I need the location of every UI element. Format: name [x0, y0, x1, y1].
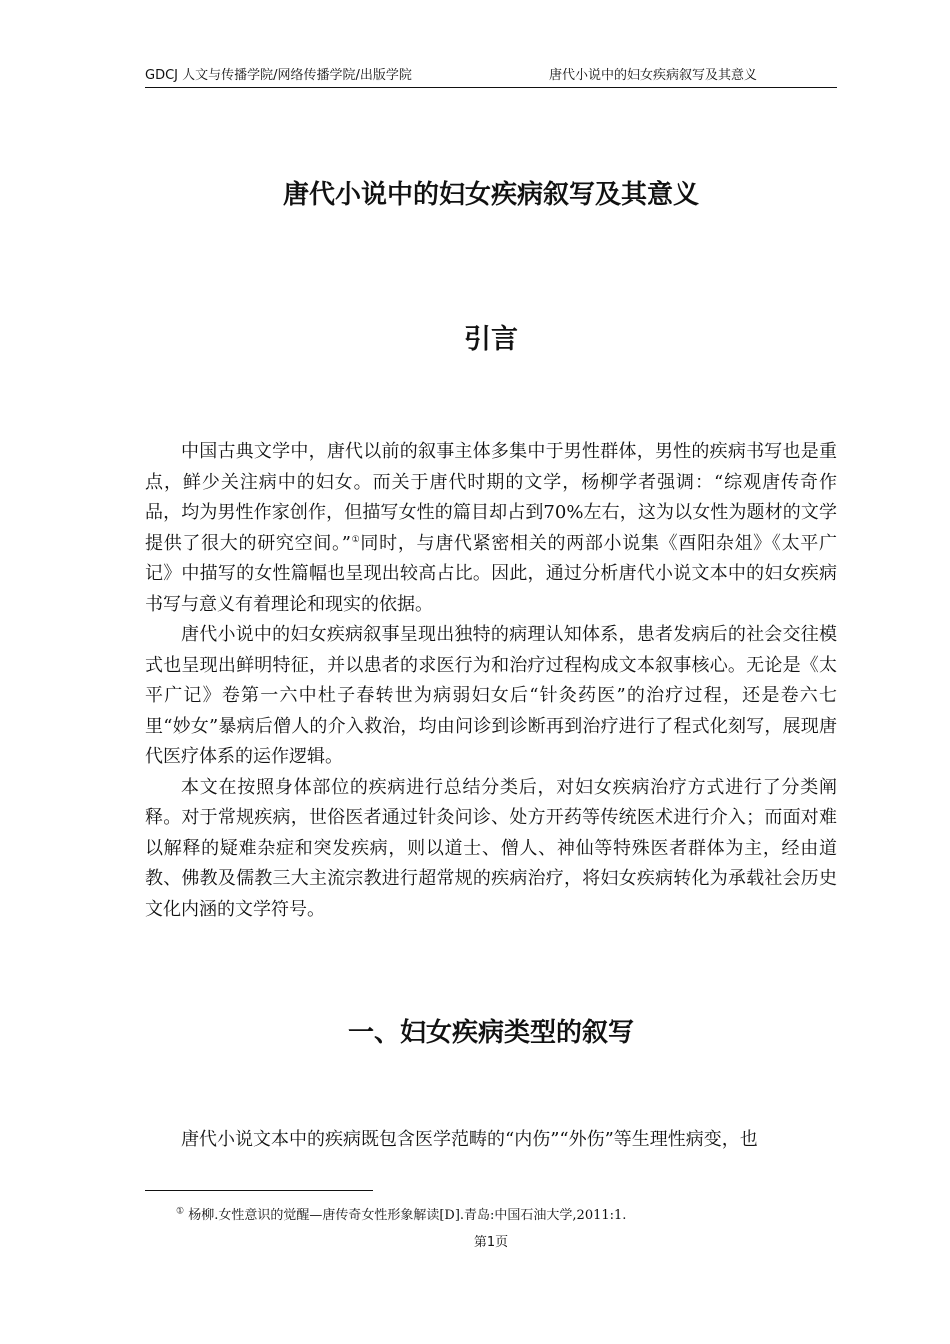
- intro-body: [145, 437, 837, 925]
- section-1-body: [145, 1125, 837, 1156]
- intro-p1-text-b: 同时，与唐代紧密相关的两部小说集《酉阳杂俎》《太平广记》中描写的女性篇幅也呈现出较高占比。因此，通过分析唐代小说文本中的妇女疾病书写与意义有着理论和现实的依据。: [145, 532, 837, 615]
- header-institution: GDCJ 人文与传播学院/网络传播学院/出版学院: [145, 68, 412, 83]
- paper-title: 唐代小说中的妇女疾病叙写及其意义: [282, 180, 699, 210]
- intro-paragraph-1: [145, 437, 837, 620]
- footnote: [176, 1206, 836, 1226]
- intro-paragraph-3: 本文在按照身体部位的疾病进行总结分类后，对妇女疾病治疗方式进行了分类阐释。对于常规疾病，世俗医者通过针灸问诊、处方开药等传统医术进行介入；而面对难以解释的疑难杂症和突发疾病，则以道士、僧人、神仙等特殊医者群体为主，经由道教、佛教及儒教三大主流宗教进行超常规的疾病治疗，将妇女疾病转化为承载社会历史文化内涵的文学符号。: [145, 776, 837, 920]
- running-header: [145, 66, 837, 88]
- footnote-text: 杨柳.女性意识的觉醒—唐传奇女性形象解读[D].青岛:中国石油大学,2011:1.: [188, 1208, 627, 1223]
- footnote-divider: [145, 1190, 373, 1191]
- footnote-mark: ①: [176, 1206, 185, 1217]
- section-1-heading: 一、妇女疾病类型的叙写: [347, 1018, 634, 1048]
- intro-heading: 引言: [464, 324, 518, 355]
- header-paper-title: 唐代小说中的妇女疾病叙写及其意义: [549, 68, 758, 83]
- intro-paragraph-2: 唐代小说中的妇女疾病叙事呈现出独特的病理认知体系，患者发病后的社会交往模式也呈现出鲜明特征，并以患者的求医行为和治疗过程构成文本叙事核心。无论是《太平广记》卷第一六中杜子春转世为病弱妇女后“针灸药医”的治疗过程，还是卷六七里“妙女”暴病后僧人的介入救治，均由问诊到诊断再到治疗进行了程式化刻写，展现唐代医疗体系的运作逻辑。: [145, 624, 837, 767]
- footnote-ref-mark[interactable]: ①: [350, 534, 361, 545]
- intro-p1-text-a: 中国古典文学中，唐代以前的叙事主体多集中于男性群体，男性的疾病书写也是重点，鲜少关注病中的妇女。而关于唐代时期的文学，杨柳学者强调：“综观唐传奇作品，均为男性作家创作，但描写女性的篇目却占到70%左右，这为以女性为题材的文学提供了很大的研究空间。”: [145, 441, 837, 554]
- page-number: 第1页: [473, 1235, 509, 1250]
- section-1-paragraph-1: 唐代小说文本中的疾病既包含医学范畴的“内伤”“外伤”等生理性病变，也: [181, 1129, 758, 1150]
